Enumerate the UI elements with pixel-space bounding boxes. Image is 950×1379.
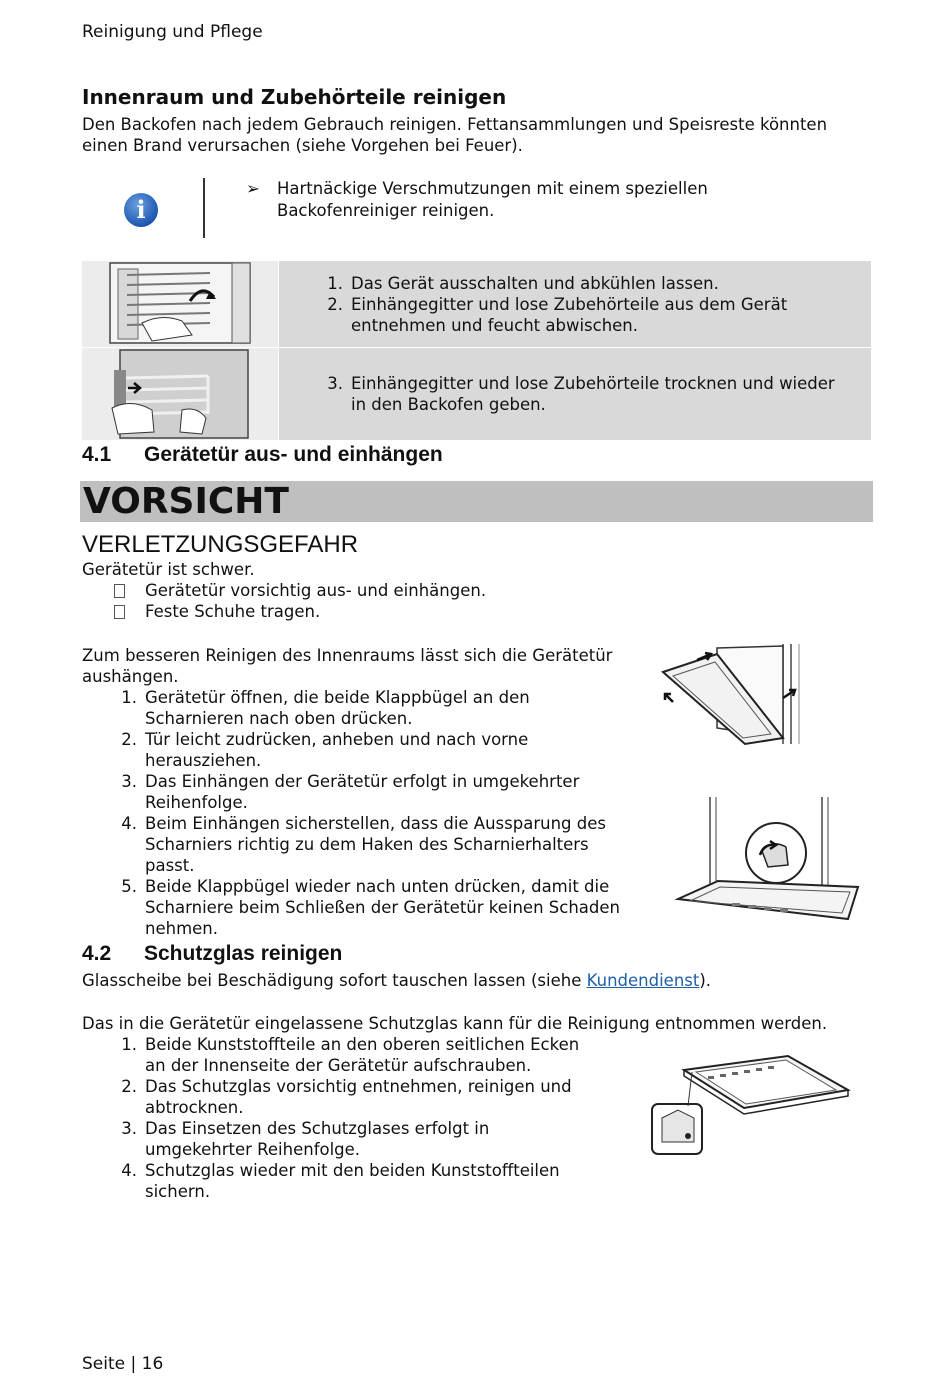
page-footer: [82, 1354, 163, 1374]
section-number: 4.1: [82, 443, 112, 466]
step-text: Beide Kunststoffteile an den oberen seitlichen Ecken: [145, 1035, 580, 1054]
step-text: Beim Einhängen sicherstellen, dass die Aussparung des: [145, 814, 606, 833]
step-number: 4.: [121, 1161, 137, 1180]
step-number: 4.: [121, 814, 137, 833]
step-number: 3.: [327, 374, 343, 393]
section-title: Gerätetür aus- und einhängen: [144, 443, 443, 466]
step-text-cont: Scharniers richtig zu dem Haken des Scharnierhalters: [145, 835, 589, 854]
info-divider: [203, 178, 205, 238]
footer-separator: |: [130, 1354, 137, 1374]
step-text: Das Einhängen der Gerätetür erfolgt in umgekehrter: [145, 772, 580, 791]
section-number: 4.2: [82, 942, 112, 965]
glass-note-text-end: ).: [699, 971, 712, 990]
step-text: Beide Klappbügel wieder nach unten drücken, damit die: [145, 877, 610, 896]
step-text: Das Einsetzen des Schutzglases erfolgt in: [145, 1119, 490, 1138]
step-text-cont: an der Innenseite der Gerätetür aufschrauben.: [145, 1056, 532, 1075]
warning-text: Gerätetür ist schwer.: [82, 560, 255, 579]
bullet-box-icon: [114, 605, 125, 619]
step-number: 2.: [327, 295, 343, 314]
info-note: [246, 178, 846, 222]
steps-cell-1: [279, 261, 871, 347]
list-item: [114, 601, 486, 622]
step-text: Tür leicht zudrücken, anheben und nach vorne: [145, 730, 529, 749]
list-item: [121, 1160, 625, 1202]
section-heading-cleaning: Innenraum und Zubehörteile reinigen: [82, 85, 507, 109]
step-text-cont: herausziehen.: [145, 751, 262, 770]
step-text: Einhängegitter und lose Zubehörteile trocknen und wieder: [351, 374, 835, 393]
step-number: 2.: [121, 730, 137, 749]
warning-subtitle: VERLETZUNGSGEFAHR: [82, 531, 359, 558]
list-item: [121, 1118, 625, 1160]
door-hinge-detail-illustration: [672, 795, 862, 935]
warning-bullets: [114, 580, 486, 622]
step-number: 3.: [121, 772, 137, 791]
section-heading-4-2: [82, 942, 342, 966]
step-text-cont: Scharniere beim Schließen der Gerätetür keinen Schaden: [145, 898, 620, 917]
info-icon: i: [124, 193, 158, 227]
glass-removal-illustration: [648, 1052, 853, 1162]
step-number: 1.: [121, 1035, 137, 1054]
arrow-bullet-icon: ➢: [246, 179, 260, 198]
cleaning-intro: [82, 114, 882, 156]
step-number: 3.: [121, 1119, 137, 1138]
step-text-cont: sichern.: [145, 1182, 211, 1201]
info-note-line-2: Backofenreiniger reinigen.: [277, 201, 495, 220]
step-number: 2.: [121, 1077, 137, 1096]
bullet-box-icon: [114, 584, 125, 598]
step-number: 1.: [327, 274, 343, 293]
step-text-cont: passt.: [145, 856, 195, 875]
list-item: [114, 580, 486, 601]
step-number: 1.: [121, 688, 137, 707]
bullet-text: Feste Schuhe tragen.: [145, 602, 321, 621]
door-intro-line-2: aushängen.: [82, 667, 179, 686]
section-title: Schutzglas reinigen: [144, 942, 343, 965]
cleaning-intro-line-1: Den Backofen nach jedem Gebrauch reinigen. Fettansammlungen und Speisreste könnten: [82, 115, 828, 134]
list-item: [121, 687, 665, 729]
rack-insert-drawing: [82, 348, 278, 440]
rack-removal-illustration: [82, 261, 278, 347]
warning-title: VORSICHT: [83, 481, 289, 522]
cleaning-steps-list-a: [327, 273, 788, 336]
step-text-cont: nehmen.: [145, 919, 218, 938]
warning-banner: [80, 481, 873, 522]
list-item: [327, 373, 835, 415]
list-item: [121, 876, 665, 939]
section-heading-4-1: [82, 443, 443, 467]
glass-note-text: Glasscheibe bei Beschädigung sofort tauschen lassen (siehe: [82, 971, 587, 990]
step-text-cont: abtrocknen.: [145, 1098, 244, 1117]
kundendienst-link[interactable]: Kundendienst: [586, 971, 700, 990]
cleaning-intro-line-2: einen Brand verursachen (siehe Vorgehen bei Feuer).: [82, 136, 523, 155]
step-text: Einhängegitter und lose Zubehörteile aus dem Gerät: [351, 295, 788, 314]
list-item: [121, 1034, 625, 1076]
steps-cell-2: [279, 348, 871, 440]
step-text-cont: in den Backofen geben.: [351, 395, 546, 414]
list-item: [121, 729, 665, 771]
rack-insert-illustration: [82, 348, 278, 440]
step-text: Das Schutzglas vorsichtig entnehmen, reinigen und: [145, 1077, 572, 1096]
list-item: [327, 294, 788, 336]
door-unhinge-illustration: [655, 640, 820, 750]
step-text-cont: entnehmen und feucht abwischen.: [351, 316, 639, 335]
glass-steps-list: [121, 1034, 625, 1202]
step-text-cont: Scharnieren nach oben drücken.: [145, 709, 413, 728]
step-number: 5.: [121, 877, 137, 896]
bullet-text: Gerätetür vorsichtig aus- und einhängen.: [145, 581, 487, 600]
page-number: 16: [141, 1354, 164, 1374]
cleaning-steps-list-b: [327, 373, 835, 415]
list-item: [327, 273, 787, 294]
rack-removal-drawing: [82, 261, 278, 347]
list-item: [121, 771, 665, 813]
step-text-cont: Reihenfolge.: [145, 793, 248, 812]
door-steps-list: [121, 687, 665, 939]
step-text: Schutzglas wieder mit den beiden Kunststoffteilen: [145, 1161, 560, 1180]
list-item: [121, 813, 665, 876]
step-text: Gerätetür öffnen, die beide Klappbügel an den: [145, 688, 530, 707]
glass-note: [82, 970, 882, 991]
list-item: [121, 1076, 625, 1118]
step-text-cont: umgekehrter Reihenfolge.: [145, 1140, 361, 1159]
footer-label: Seite: [82, 1354, 126, 1374]
door-intro-line-1: Zum besseren Reinigen des Innenraums lässt sich die Gerätetür: [82, 646, 613, 665]
glass-intro: Das in die Gerätetür eingelassene Schutzglas kann für die Reinigung entnommen werden.: [82, 1014, 828, 1033]
door-intro: [82, 645, 662, 687]
step-text: Das Gerät ausschalten und abkühlen lassen.: [351, 274, 719, 293]
info-note-line-1: Hartnäckige Verschmutzungen mit einem speziellen: [277, 179, 708, 198]
cleaning-steps-table: [82, 261, 871, 440]
running-header: Reinigung und Pflege: [82, 22, 263, 42]
